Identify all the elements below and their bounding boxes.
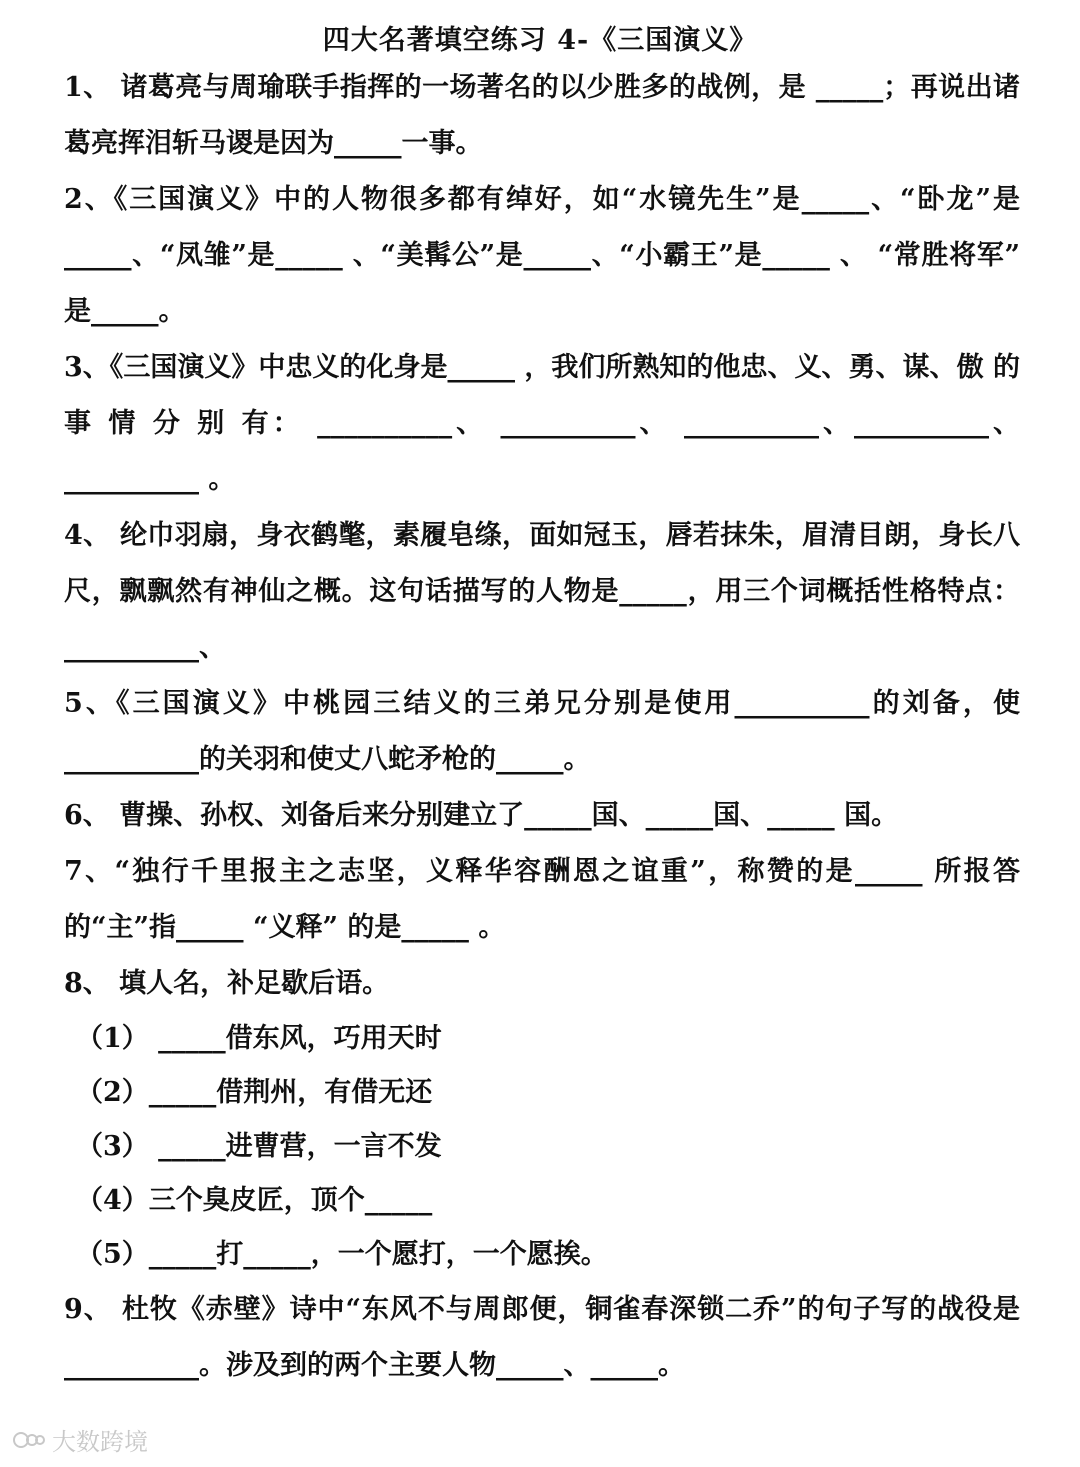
question-4: 4、 纶巾羽扇，身衣鹤氅，素履皂绦，面如冠玉，唇若抹朱，眉清目朗，身长八尺，飘飘然有神仙之概。这句话描写的人物是_____，用三个词概括性格特点：__________、 xyxy=(64,520,1020,663)
question-5: 5、《三国演义》中桃园三结义的三弟兄分别是使用__________的刘备，使__________的关羽和使丈八蛇矛枪的_____。 xyxy=(64,688,1020,775)
watermark xyxy=(12,1422,148,1457)
question-8-item-5: （5）_____打_____，一个愿打，一个愿挨。 xyxy=(76,1239,608,1270)
question-8-item-2: （2）_____借荆州，有借无还 xyxy=(76,1077,433,1108)
question-6: 6、 曹操、孙权、刘备后来分别建立了_____国、_____国、_____ 国。 xyxy=(64,800,899,831)
question-list xyxy=(64,60,1020,1394)
watermark-logo-icon xyxy=(12,1428,46,1452)
question-8-item-1: （1） _____借东风，巧用天时 xyxy=(76,1023,442,1054)
page-title: 四大名著填空练习 4-《三国演义》 xyxy=(322,25,758,56)
question-8: 8、 填人名，补足歇后语。 xyxy=(64,968,390,999)
question-2: 2、《三国演义》中的人物很多都有绰好，如“水镜先生”是_____、“卧龙”是_____、“凤雏”是_____ 、“美髯公”是_____、“小霸王”是_____ 、 “常胜将军” 是_____。 xyxy=(64,184,1020,327)
question-3: 3、《三国演义》中忠义的化身是_____ ，我们所熟知的他忠、义、勇、谋、傲 的 事 情 分 别 有： __________、 __________、 __________、__________、__________ 。 xyxy=(64,352,1020,495)
question-7: 7、“独行千里报主之志坚，义释华容酬恩之谊重”，称赞的是_____ 所报答的“主”指_____ “义释” 的是_____ 。 xyxy=(64,856,1020,943)
watermark-text: 大数跨境 xyxy=(52,1428,148,1456)
question-8-item-3: （3） _____进曹营，一言不发 xyxy=(76,1131,442,1162)
question-8-item-4: （4）三个臭皮匠，顶个_____ xyxy=(76,1185,433,1216)
question-1: 1、 诸葛亮与周瑜联手指挥的一场著名的以少胜多的战例，是 _____；再说出诸葛亮挥泪斩马谡是因为_____一事。 xyxy=(64,72,1020,159)
question-9: 9、 杜牧《赤壁》诗中“东风不与周郎便，铜雀春深锁二乔”的句子写的战役是__________。涉及到的两个主要人物_____、_____。 xyxy=(64,1294,1020,1381)
